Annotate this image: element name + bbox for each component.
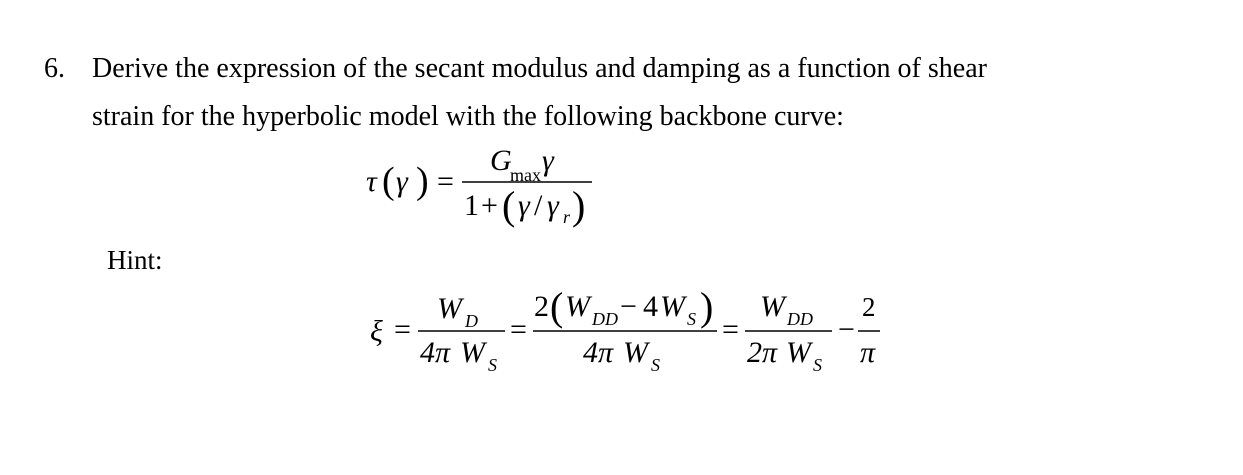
eq2-minus: − — [838, 313, 855, 346]
eq1-den-gamma: γ — [518, 189, 530, 222]
problem-text-line-1: Derive the expression of the secant modulus and damping as a function of shear — [92, 53, 987, 84]
eq1-den-one: 1 — [464, 189, 479, 222]
eq1-den-r-sub: r — [563, 207, 571, 227]
eq1-lhs-gamma: γ — [396, 165, 408, 198]
eq1-den-gamma-r: γ — [547, 189, 559, 222]
eq2-f3-den-sub-S: S — [813, 355, 822, 375]
eq2-f2-num-2: 2 — [534, 290, 549, 323]
eq2-f1-num-sub-D: D — [465, 311, 478, 331]
eq2-f2-num-minus: − — [620, 290, 637, 323]
eq2-f3-num-W: W — [760, 290, 785, 323]
eq2-f2-num-W-DD: W — [565, 290, 590, 323]
eq1-lhs-paren-close: ) — [416, 160, 429, 202]
eq2-f2-den-W: W — [623, 336, 648, 369]
eq2-f3-den-W: W — [786, 336, 811, 369]
eq2-f2-num-paren-open: ( — [550, 284, 564, 329]
eq2-f2-num-sub-DD: DD — [592, 309, 618, 329]
eq1-num-gamma: γ — [542, 144, 554, 177]
eq1-num-G: G — [490, 144, 512, 177]
problem-number: 6. — [44, 53, 65, 84]
hint-label: Hint: — [107, 245, 163, 275]
eq1-lhs-paren-open: ( — [382, 160, 395, 202]
eq2-equals-3: = — [722, 313, 739, 346]
eq2-equals-2: = — [510, 313, 527, 346]
eq2-f2-den-sub-S: S — [651, 355, 660, 375]
eq1-equals: = — [437, 165, 454, 198]
eq2-f3-num-sub-DD: DD — [787, 309, 813, 329]
eq2-f1-den-W: W — [460, 336, 485, 369]
eq1-den-paren-close: ) — [572, 183, 586, 228]
eq2-f2-num-paren-close: ) — [700, 284, 714, 329]
problem-text-line-2: strain for the hyperbolic model with the following backbone curve: — [92, 101, 844, 132]
eq2-equals-1: = — [394, 313, 411, 346]
eq1-tau: τ — [366, 165, 377, 198]
eq2-f4-den-pi: π — [860, 336, 876, 369]
eq2-f1-den-sub-S: S — [488, 355, 497, 375]
eq2-f3-den-2pi: 2π — [747, 336, 778, 369]
eq2-f1-den-4pi: 4π — [420, 336, 451, 369]
eq2-f2-num-sub-S: S — [687, 309, 696, 329]
eq2-f1-num-W: W — [437, 292, 462, 325]
eq2-f2-num-4: 4 — [643, 290, 658, 323]
eq1-num-G-sub-max: max — [510, 165, 541, 185]
eq2-f2-den-4pi: 4π — [583, 336, 614, 369]
eq2-f4-num-2: 2 — [862, 292, 876, 322]
eq1-den-plus: + — [481, 189, 498, 222]
eq2-xi: ξ — [370, 315, 383, 348]
eq1-den-slash: / — [534, 189, 543, 222]
eq1-den-paren-open: ( — [502, 183, 516, 228]
eq2-f2-num-W-S: W — [660, 290, 685, 323]
